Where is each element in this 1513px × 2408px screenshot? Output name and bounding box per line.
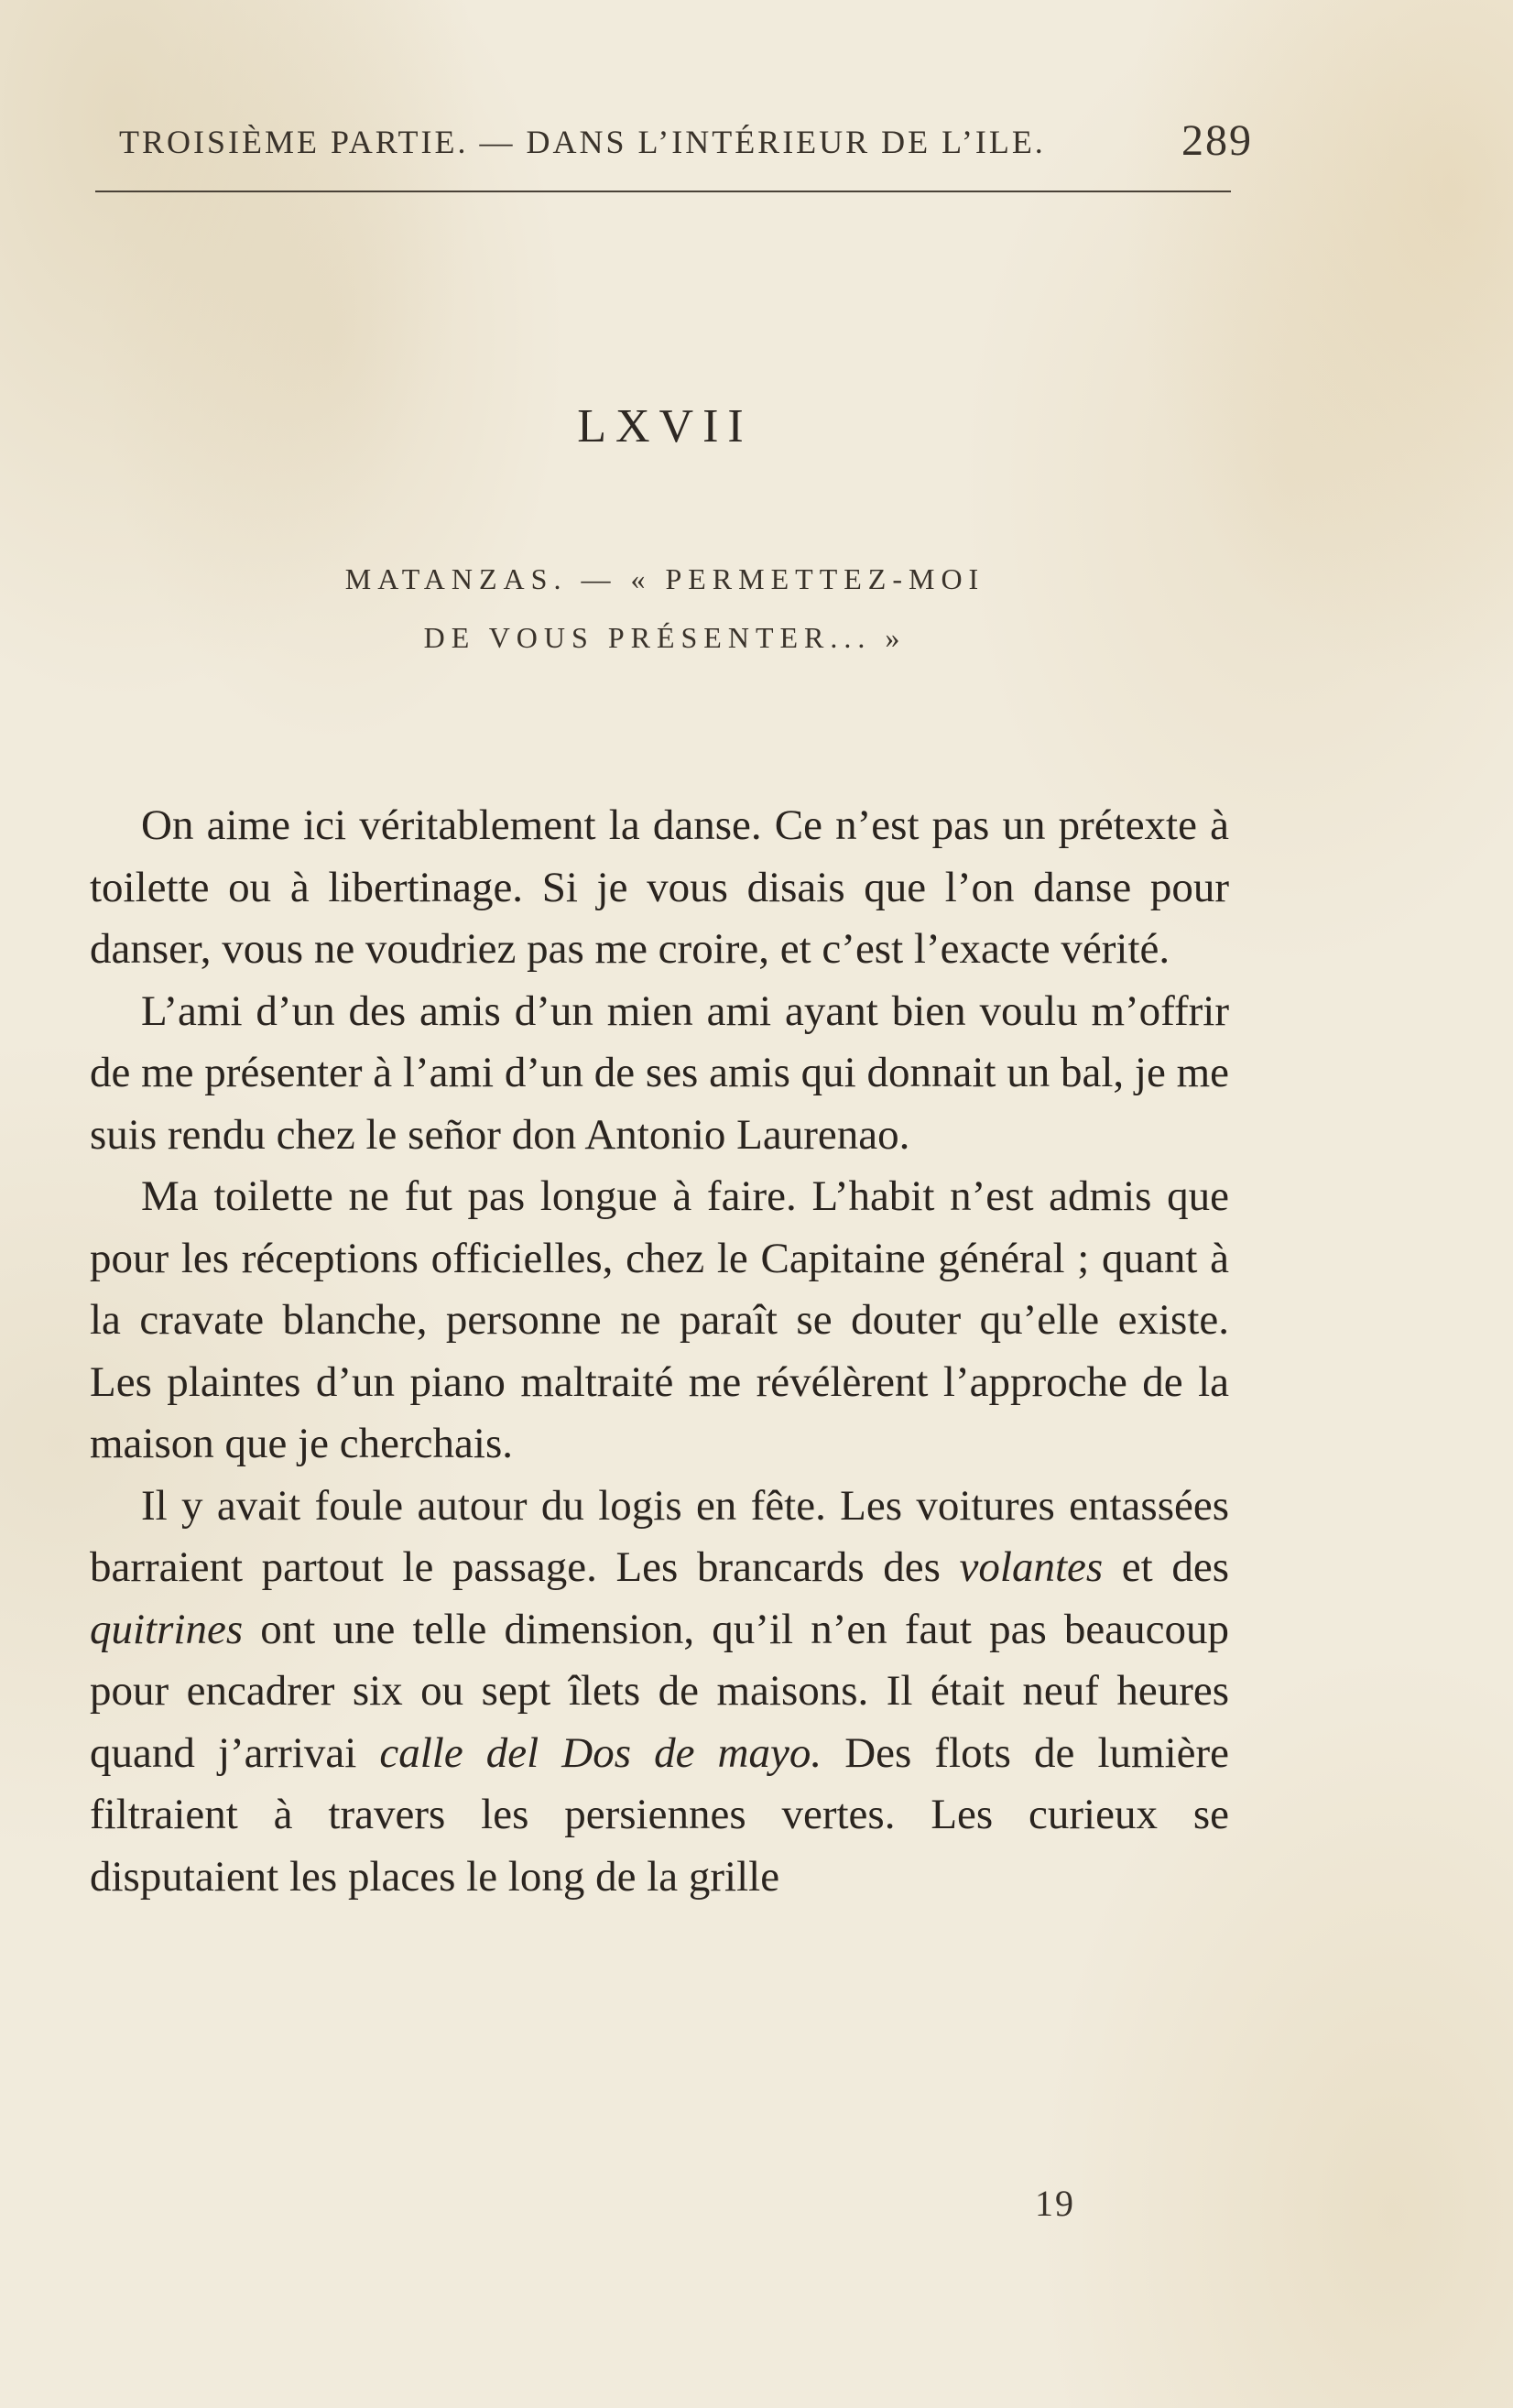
paragraph-2: L’ami d’un des amis d’un mien ami ayant bien voulu m’offrir de me présenter à l’ami d’un de ses amis qui donnait un bal, je me suis rendu chez le señor don Antonio Laurenao.: [90, 986, 1229, 1159]
italic-street-name: calle del Dos de mayo.: [379, 1728, 822, 1777]
italic-term-quitrines: quitrines: [90, 1605, 244, 1653]
italic-term-volantes: volantes: [959, 1543, 1104, 1591]
paragraph-3: Ma toilette ne fut pas longue à faire. L’habit n’est admis que pour les réceptions officielles, chez le Capitaine général ; quant à la cravate blanche, personne ne paraît se douter qu’elle existe. Les plaintes d’un piano maltraité me révélèrent l’approche de la maison que je cherchais.: [90, 1172, 1229, 1467]
paragraph-4: [90, 1476, 1229, 1909]
chapter-title-line-1: MATANZAS. — « PERMETTEZ-MOI: [344, 562, 985, 595]
paragraph-4-text-c: ont une telle dimension, qu’il n’en faut pas beaucoup pour encadrer six ou sept îlets de maisons. Il était neuf heures quand j’arrivai: [90, 1605, 1229, 1777]
paragraph-4-text-a: Il y avait foule autour du logis en fête. Les voitures entassées barraient partout le passage. Les brancards des: [90, 1481, 1229, 1591]
page-number: 289: [1181, 116, 1253, 165]
paragraph-4-text-b: et des: [1103, 1543, 1229, 1591]
chapter-number: LXVII: [577, 400, 753, 452]
body-text: [90, 795, 1229, 1908]
signature-folio: 19: [1035, 2183, 1075, 2224]
running-head-title: TROISIÈME PARTIE. — DANS L’INTÉRIEUR DE L’ILE.: [119, 124, 1046, 160]
paragraph-4-text-d: Des flots de lumière filtraient à travers les persiennes vertes. Les curieux se disputaient les places le long de la grille: [90, 1728, 1229, 1901]
chapter-title-line-2: DE VOUS PRÉSENTER... »: [423, 621, 907, 654]
running-head: [119, 115, 1253, 170]
header-rule: [95, 191, 1231, 192]
paragraph-1: On aime ici véritablement la danse. Ce n’est pas un prétexte à toilette ou à libertinage. Si je vous disais que l’on danse pour danser, vous ne voudriez pas me croire, et c’est l’exacte vérité.: [90, 801, 1229, 973]
